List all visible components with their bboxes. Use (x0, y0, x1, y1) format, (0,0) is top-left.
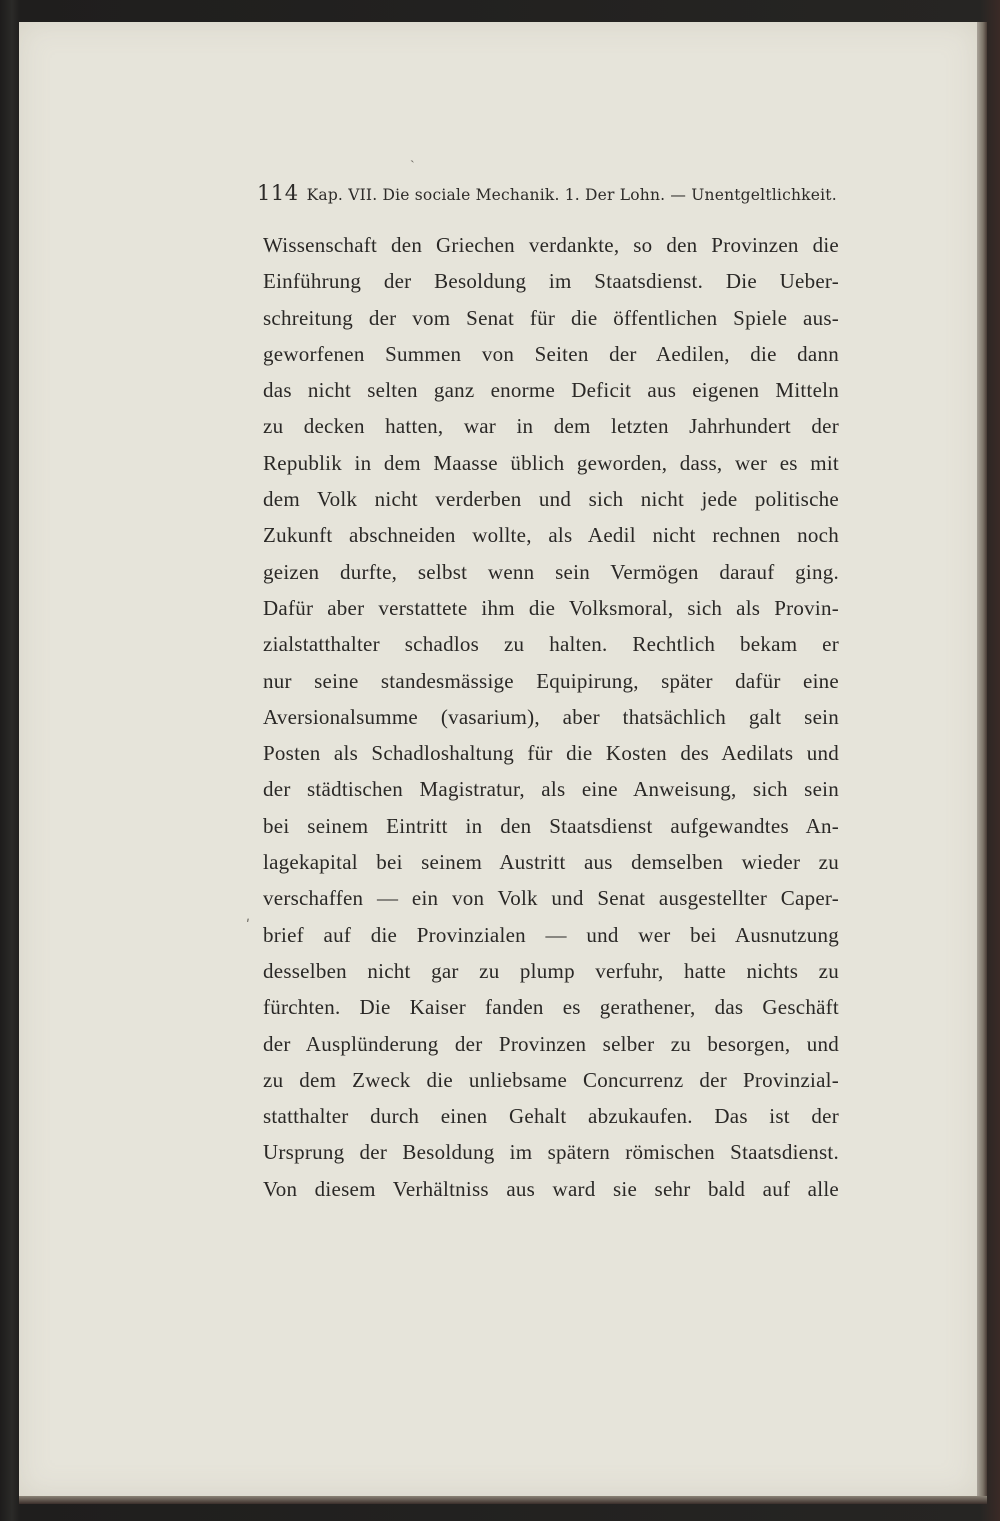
text-line: Von diesem Verhältniss aus ward sie sehr bald auf alle (263, 1176, 839, 1201)
body-text (263, 227, 839, 1207)
text-line: Aversionalsumme (vasarium), aber thatsächlich galt sein (263, 704, 839, 729)
text-line: verschaffen — ein von Volk und Senat ausgestellter Caper- (263, 886, 839, 911)
running-head: Kap. VII. Die sociale Mechanik. 1. Der Lohn. — Unentgeltlichkeit. (306, 186, 837, 204)
text-line: Republik in dem Maasse üblich geworden, dass, wer es mit (263, 450, 839, 475)
text-line: lagekapital bei seinem Austritt aus demselben wieder zu (263, 850, 839, 875)
text-line: der städtischen Magistratur, als eine Anweisung, sich sein (263, 777, 839, 802)
margin-mark: ʹ (246, 918, 250, 934)
text-line: Ursprung der Besoldung im spätern römischen Staatsdienst. (263, 1140, 839, 1165)
text-line: nur seine standesmässige Equipirung, später dafür eine (263, 668, 839, 693)
text-line: desselben nicht gar zu plump verfuhr, hatte nichts zu (263, 958, 839, 983)
text-line: das nicht selten ganz enorme Deficit aus eigenen Mitteln (263, 378, 839, 403)
text-line: geizen durfte, selbst wenn sein Vermögen darauf ging. (263, 559, 839, 584)
page-edge-right (977, 22, 987, 1496)
text-line: zialstatthalter schadlos zu halten. Rechtlich bekam er (263, 632, 839, 657)
page-header (257, 181, 839, 205)
text-line: Wissenschaft den Griechen verdankte, so den Provinzen die (263, 233, 839, 257)
page-number: 114 (257, 181, 299, 205)
text-line: schreitung der vom Senat für die öffentlichen Spiele aus- (263, 305, 839, 330)
text-line: Dafür aber verstattete ihm die Volksmoral, sich als Provin- (263, 595, 839, 620)
text-line: dem Volk nicht verderben und sich nicht jede politische (263, 487, 839, 512)
speck-mark: ˴ (410, 152, 415, 168)
text-line: zu decken hatten, war in dem letzten Jahrhundert der (263, 414, 839, 439)
text-line: fürchten. Die Kaiser fanden es gerathener, das Geschäft (263, 995, 839, 1020)
text-line: statthalter durch einen Gehalt abzukaufen. Das ist der (263, 1104, 839, 1129)
text-line: Posten als Schadloshaltung für die Kosten des Aedilats und (263, 741, 839, 766)
text-line: bei seinem Eintritt in den Staatsdienst aufgewandtes An- (263, 813, 839, 838)
text-line: zu dem Zweck die unliebsame Concurrenz der Provinzial- (263, 1067, 839, 1092)
text-line: Einführung der Besoldung im Staatsdienst. Die Ueber- (263, 269, 839, 294)
text-line: geworfenen Summen von Seiten der Aedilen, die dann (263, 341, 839, 366)
text-line: brief auf die Provinzialen — und wer bei Ausnutzung (263, 922, 839, 947)
page-edge-bottom (19, 1496, 987, 1504)
text-line: Zukunft abschneiden wollte, als Aedil nicht rechnen noch (263, 523, 839, 548)
text-line: der Ausplünderung der Provinzen selber zu besorgen, und (263, 1031, 839, 1056)
